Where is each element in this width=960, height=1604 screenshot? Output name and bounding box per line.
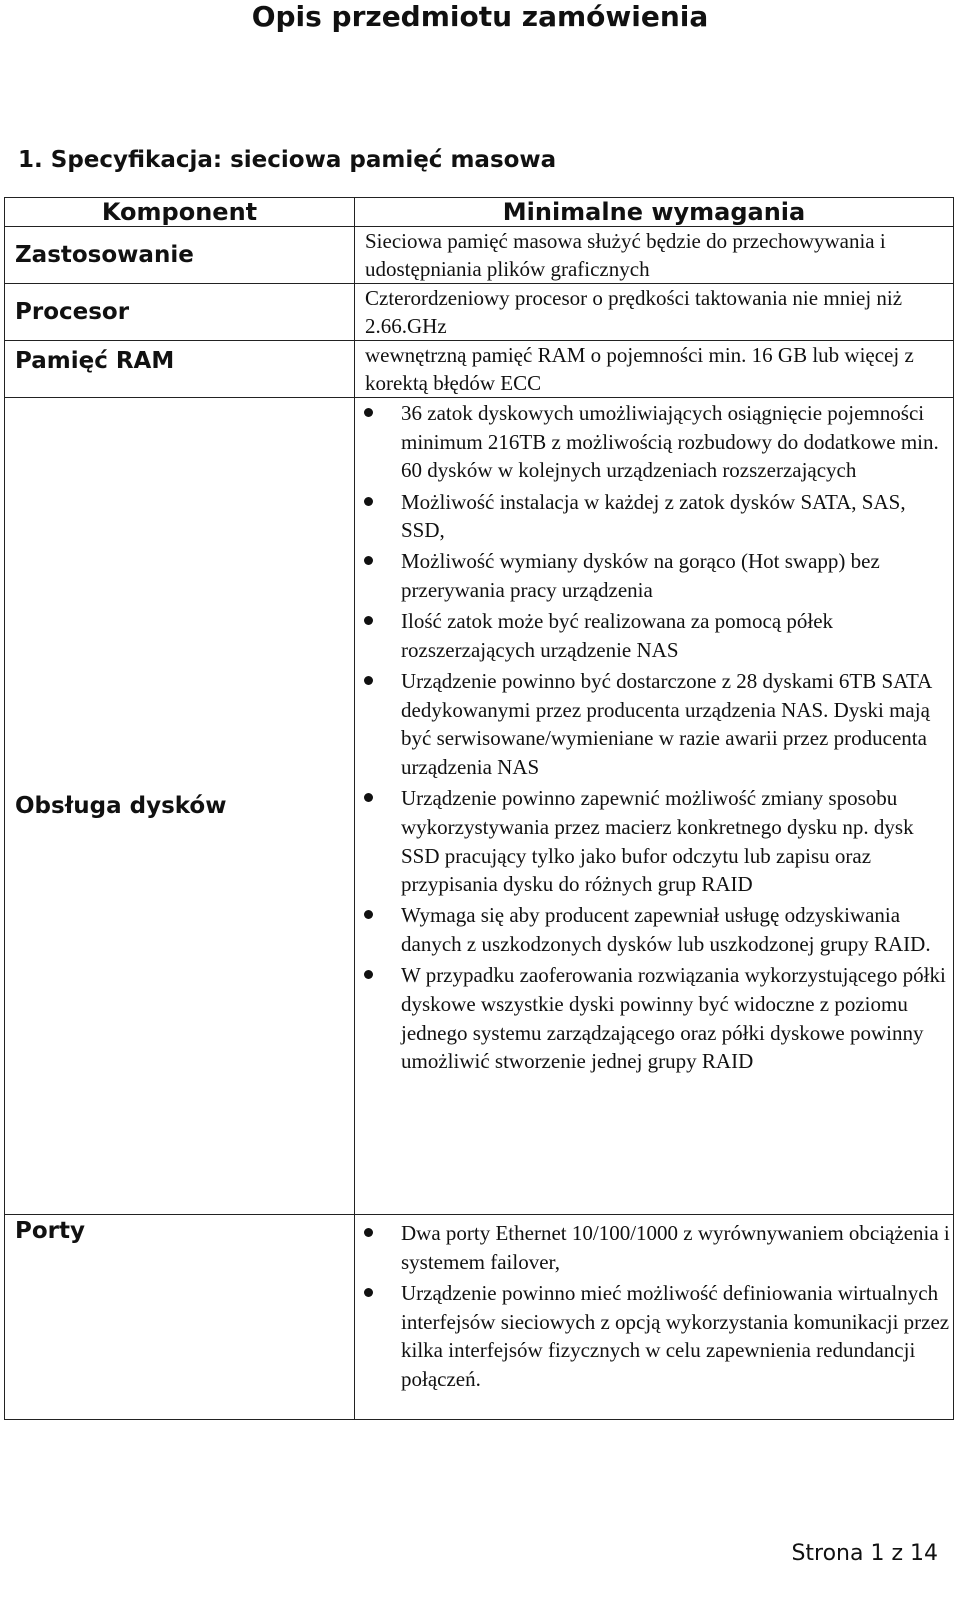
document-title: Opis przedmiotu zamówienia <box>251 0 709 33</box>
bullet-icon <box>364 910 373 919</box>
component-cell: Porty <box>5 1215 355 1420</box>
page-number: Strona 1 z 14 <box>791 1541 938 1566</box>
component-cell: Obsługa dysków <box>5 398 355 1215</box>
table-row <box>5 284 954 341</box>
component-cell: Pamięć RAM <box>5 341 355 398</box>
bullet-icon <box>364 556 373 565</box>
list-item: Urządzenie powinno mieć możliwość definiowania wirtualnych interfejsów sieciowych z opcją wykorzystania komunikacji przez kilka interfejsów fizycznych w celu zapewnienia redundancji połączeń. <box>401 1279 953 1394</box>
component-cell: Procesor <box>5 284 355 341</box>
list-item: Urządzenie powinno zapewnić możliwość zmiany sposobu wykorzystywania przez macierz konkretnego dysku np. dysk SSD pracujący tylko jako bufor odczytu lub zapisu oraz przypisania dysku do różnych grup RAID <box>401 784 953 899</box>
list-item: Urządzenie powinno być dostarczone z 28 dyskami 6TB SATA dedykowanymi przez producenta urządzenia NAS. Dyski mają być serwisowane/wymieniane w razie awarii przez producenta urządzenia NAS <box>401 667 953 782</box>
bullet-icon <box>364 676 373 685</box>
component-cell: Zastosowanie <box>5 227 355 284</box>
header-requirements: Minimalne wymagania <box>355 198 954 227</box>
bullet-icon <box>364 497 373 506</box>
bullet-icon <box>364 408 373 417</box>
specification-table <box>4 197 954 1420</box>
requirement-cell: wewnętrzną pamięć RAM o pojemności min. 16 GB lub więcej z korektą błędów ECC <box>355 341 954 398</box>
bullet-icon <box>364 616 373 625</box>
disk-requirements-list <box>355 399 953 1076</box>
bullet-icon <box>364 1228 373 1237</box>
list-item: Dwa porty Ethernet 10/100/1000 z wyrównywaniem obciążenia i systemem failover, <box>401 1219 953 1276</box>
requirement-cell: Czterordzeniowy procesor o prędkości taktowania nie mniej niż 2.66.GHz <box>355 284 954 341</box>
requirement-cell <box>355 1215 954 1420</box>
table-row <box>5 398 954 1215</box>
requirement-cell <box>355 398 954 1215</box>
bullet-icon <box>364 970 373 979</box>
table-row <box>5 1215 954 1420</box>
ports-requirements-list <box>355 1219 953 1394</box>
bullet-icon <box>364 793 373 802</box>
list-item: Wymaga się aby producent zapewniał usługę odzyskiwania danych z uszkodzonych dysków lub uszkodzonej grupy RAID. <box>401 901 953 958</box>
section-heading: 1. Specyfikacja: sieciowa pamięć masowa <box>18 147 557 173</box>
table-row <box>5 227 954 284</box>
list-item: Możliwość wymiany dysków na gorąco (Hot swapp) bez przerywania pracy urządzenia <box>401 547 953 604</box>
table-row <box>5 341 954 398</box>
list-item: W przypadku zaoferowania rozwiązania wykorzystującego półki dyskowe wszystkie dyski powinny być widoczne z poziomu jednego systemu zarządzającego oraz półki dyskowe powinny umożliwić stworzenie jednej grupy RAID <box>401 961 953 1076</box>
list-item: Możliwość instalacja w każdej z zatok dysków SATA, SAS, SSD, <box>401 488 953 545</box>
list-item: 36 zatok dyskowych umożliwiających osiągnięcie pojemności minimum 216TB z możliwością rozbudowy do dodatkowe min. 60 dysków w kolejnych urządzeniach rozszerzających <box>401 399 953 485</box>
requirement-cell: Sieciowa pamięć masowa służyć będzie do przechowywania i udostępniania plików graficznych <box>355 227 954 284</box>
bullet-icon <box>364 1288 373 1297</box>
table-header-row <box>5 198 954 227</box>
list-item: Ilość zatok może być realizowana za pomocą półek rozszerzających urządzenie NAS <box>401 607 953 664</box>
header-component: Komponent <box>5 198 355 227</box>
